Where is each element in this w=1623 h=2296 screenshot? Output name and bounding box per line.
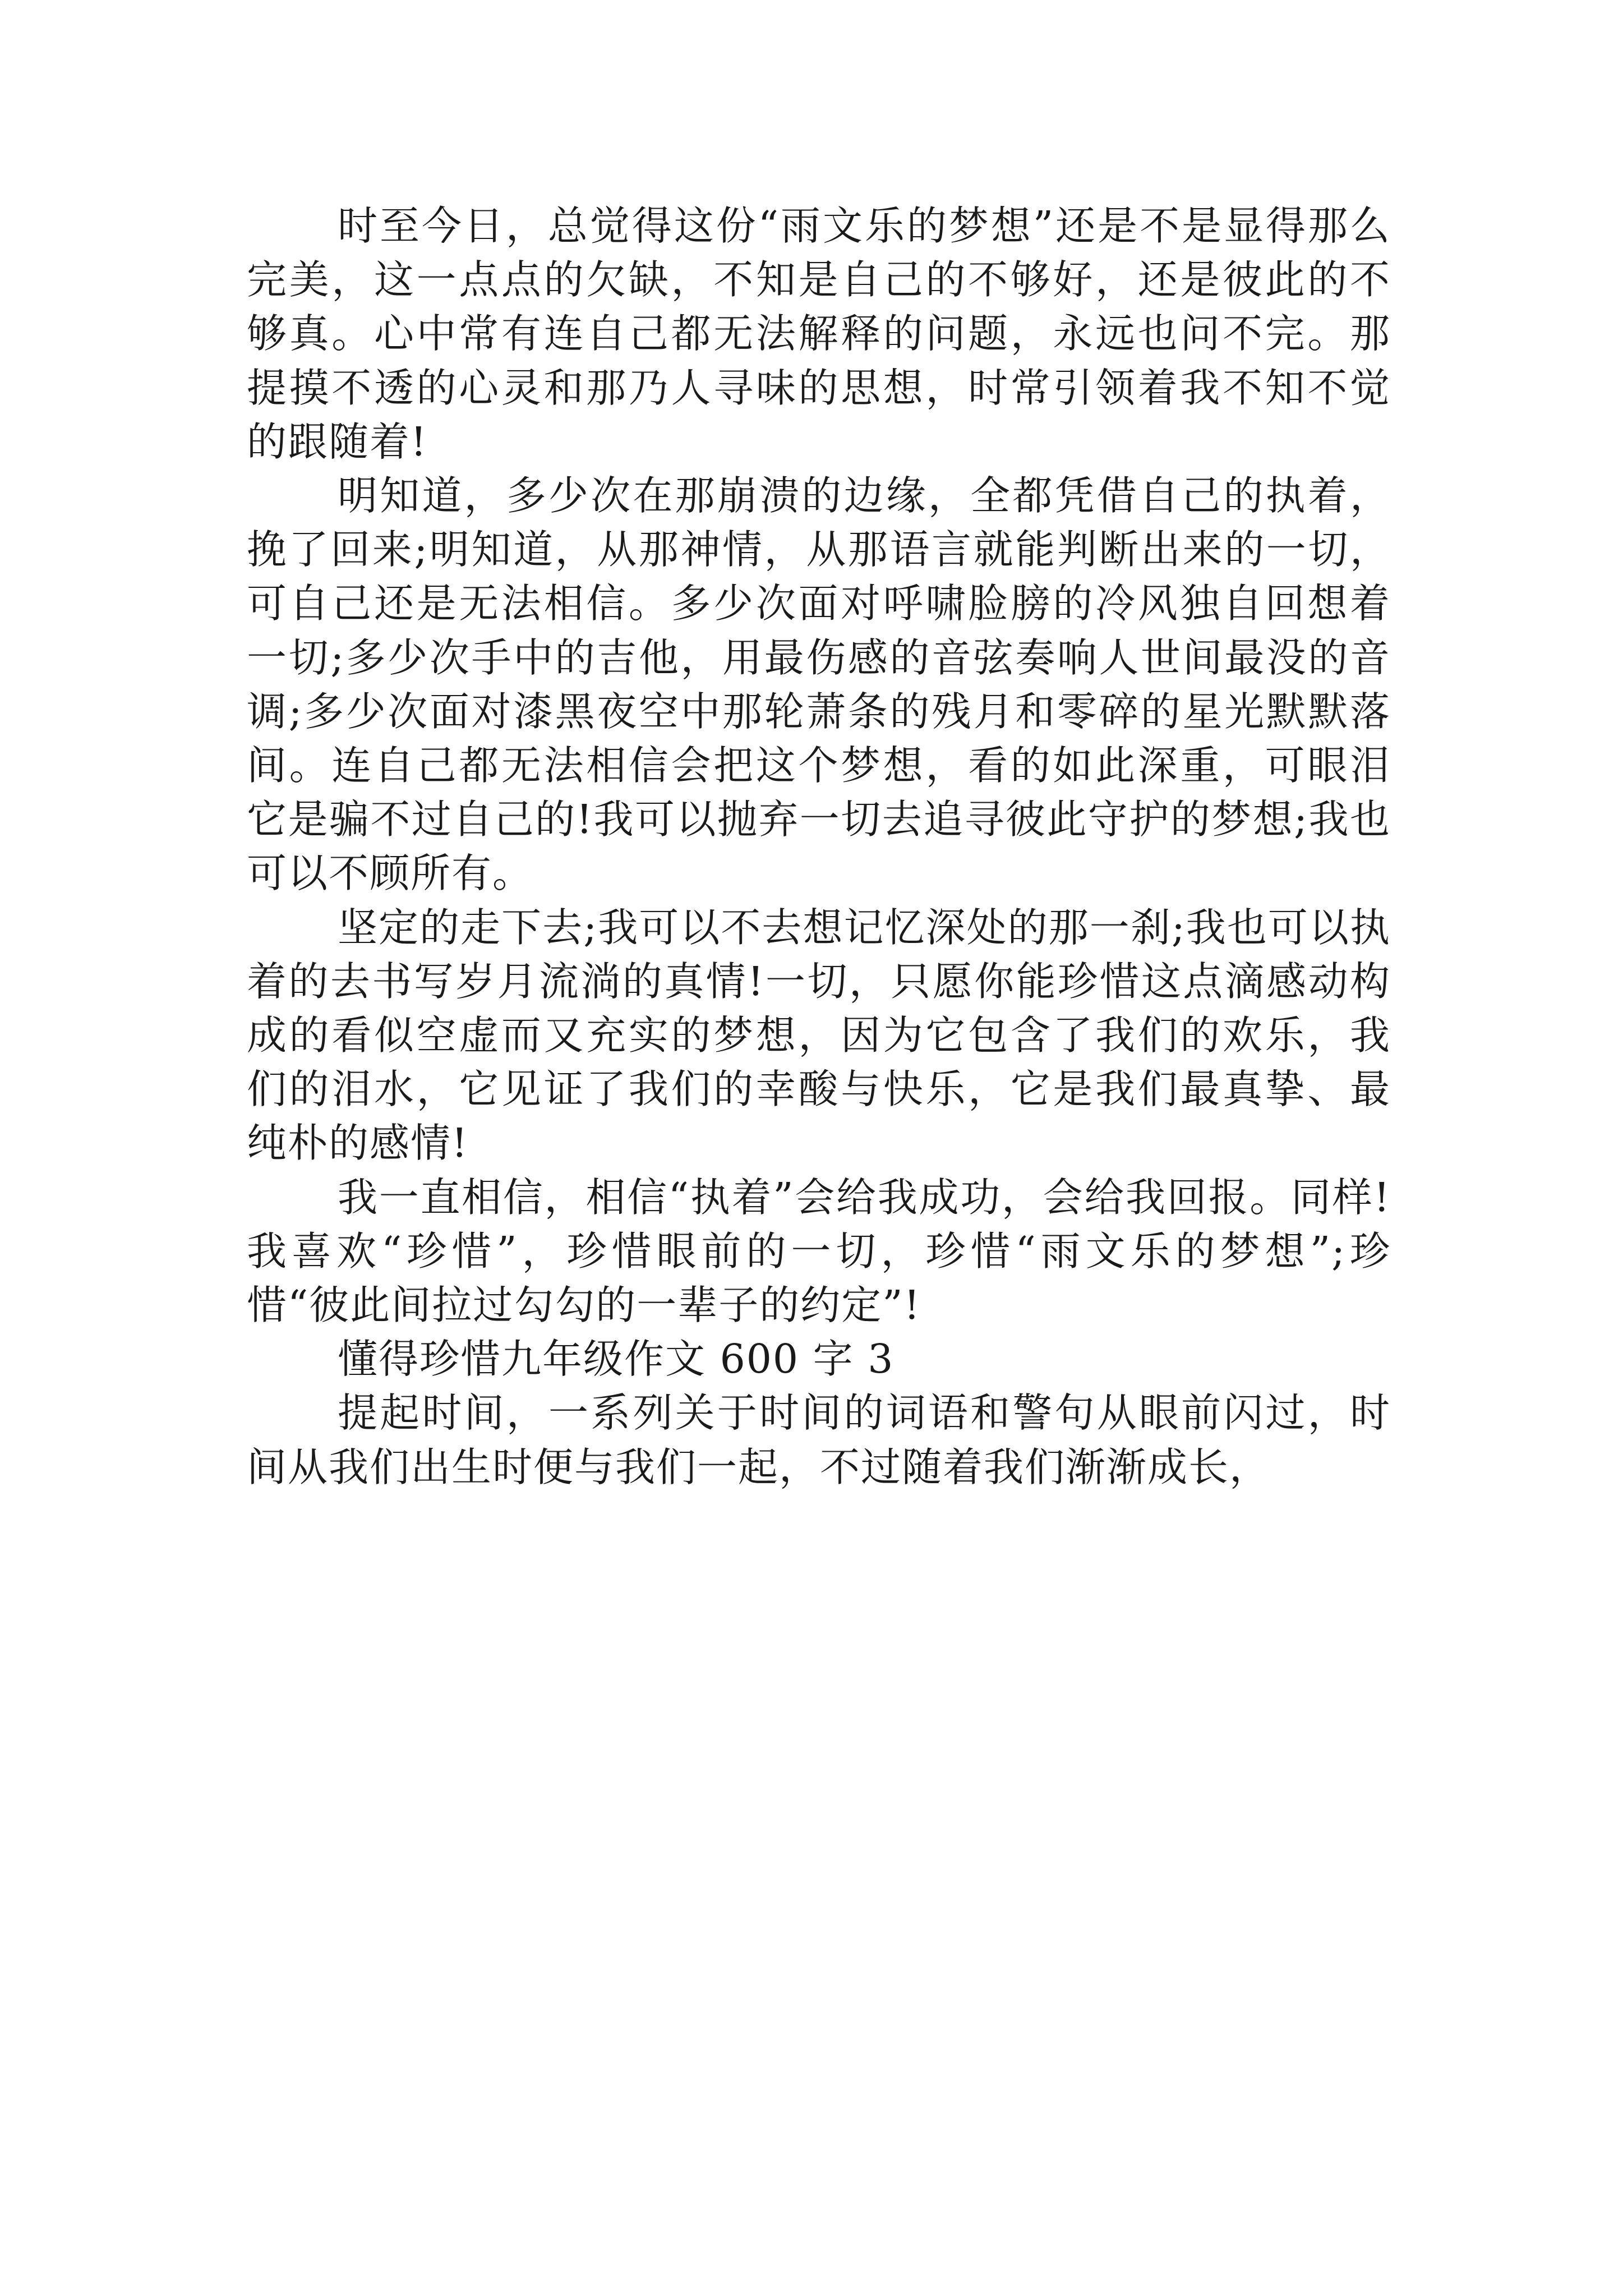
paragraph-4: 我一直相信，相信“执着”会给我成功，会给我回报。同样!我喜欢“珍惜”，珍惜眼前的一切，珍惜“雨文乐的梦想”;珍惜“彼此间拉过勾勾的一辈子的约定”! xyxy=(247,1174,1391,1329)
paragraph-5: 提起时间，一系列关于时间的词语和警句从眼前闪过，时间从我们出生时便与我们一起，不过随着我们渐渐成长， xyxy=(247,1389,1391,1490)
document-body xyxy=(247,199,1391,1494)
paragraph-3: 坚定的走下去;我可以不去想记忆深处的那一刹;我也可以执着的去书写岁月流淌的真情!一切，只愿你能珍惜这点滴感动构成的看似空虚而又充实的梦想，因为它包含了我们的欢乐，我们的泪水，它见证了我们的幸酸与快乐，它是我们最真挚、最纯朴的感情! xyxy=(247,904,1391,1167)
paragraph-1: 时至今日，总觉得这份“雨文乐的梦想”还是不是显得那么完美，这一点点的欠缺，不知是自己的不够好，还是彼此的不够真。心中常有连自己都无法解释的问题，永远也问不完。那提摸不透的心灵和那乃人寻味的思想，时常引领着我不知不觉的跟随着! xyxy=(247,203,1391,465)
paragraph-2: 明知道，多少次在那崩溃的边缘，全都凭借自己的执着，挽了回来;明知道，从那神情，从那语言就能判断出来的一切，可自己还是无法相信。多少次面对呼啸脸膀的冷风独自回想着一切;多少次手中的吉他，用最伤感的音弦奏响人世间最没的音调;多少次面对漆黑夜空中那轮萧条的残月和零碎的星光默默落间。连自己都无法相信会把这个梦想，看的如此深重，可眼泪它是骗不过自己的!我可以抛弃一切去追寻彼此守护的梦想;我也可以不顾所有。 xyxy=(247,472,1391,897)
section-heading: 懂得珍惜九年级作文 600 字 3 xyxy=(338,1336,895,1383)
